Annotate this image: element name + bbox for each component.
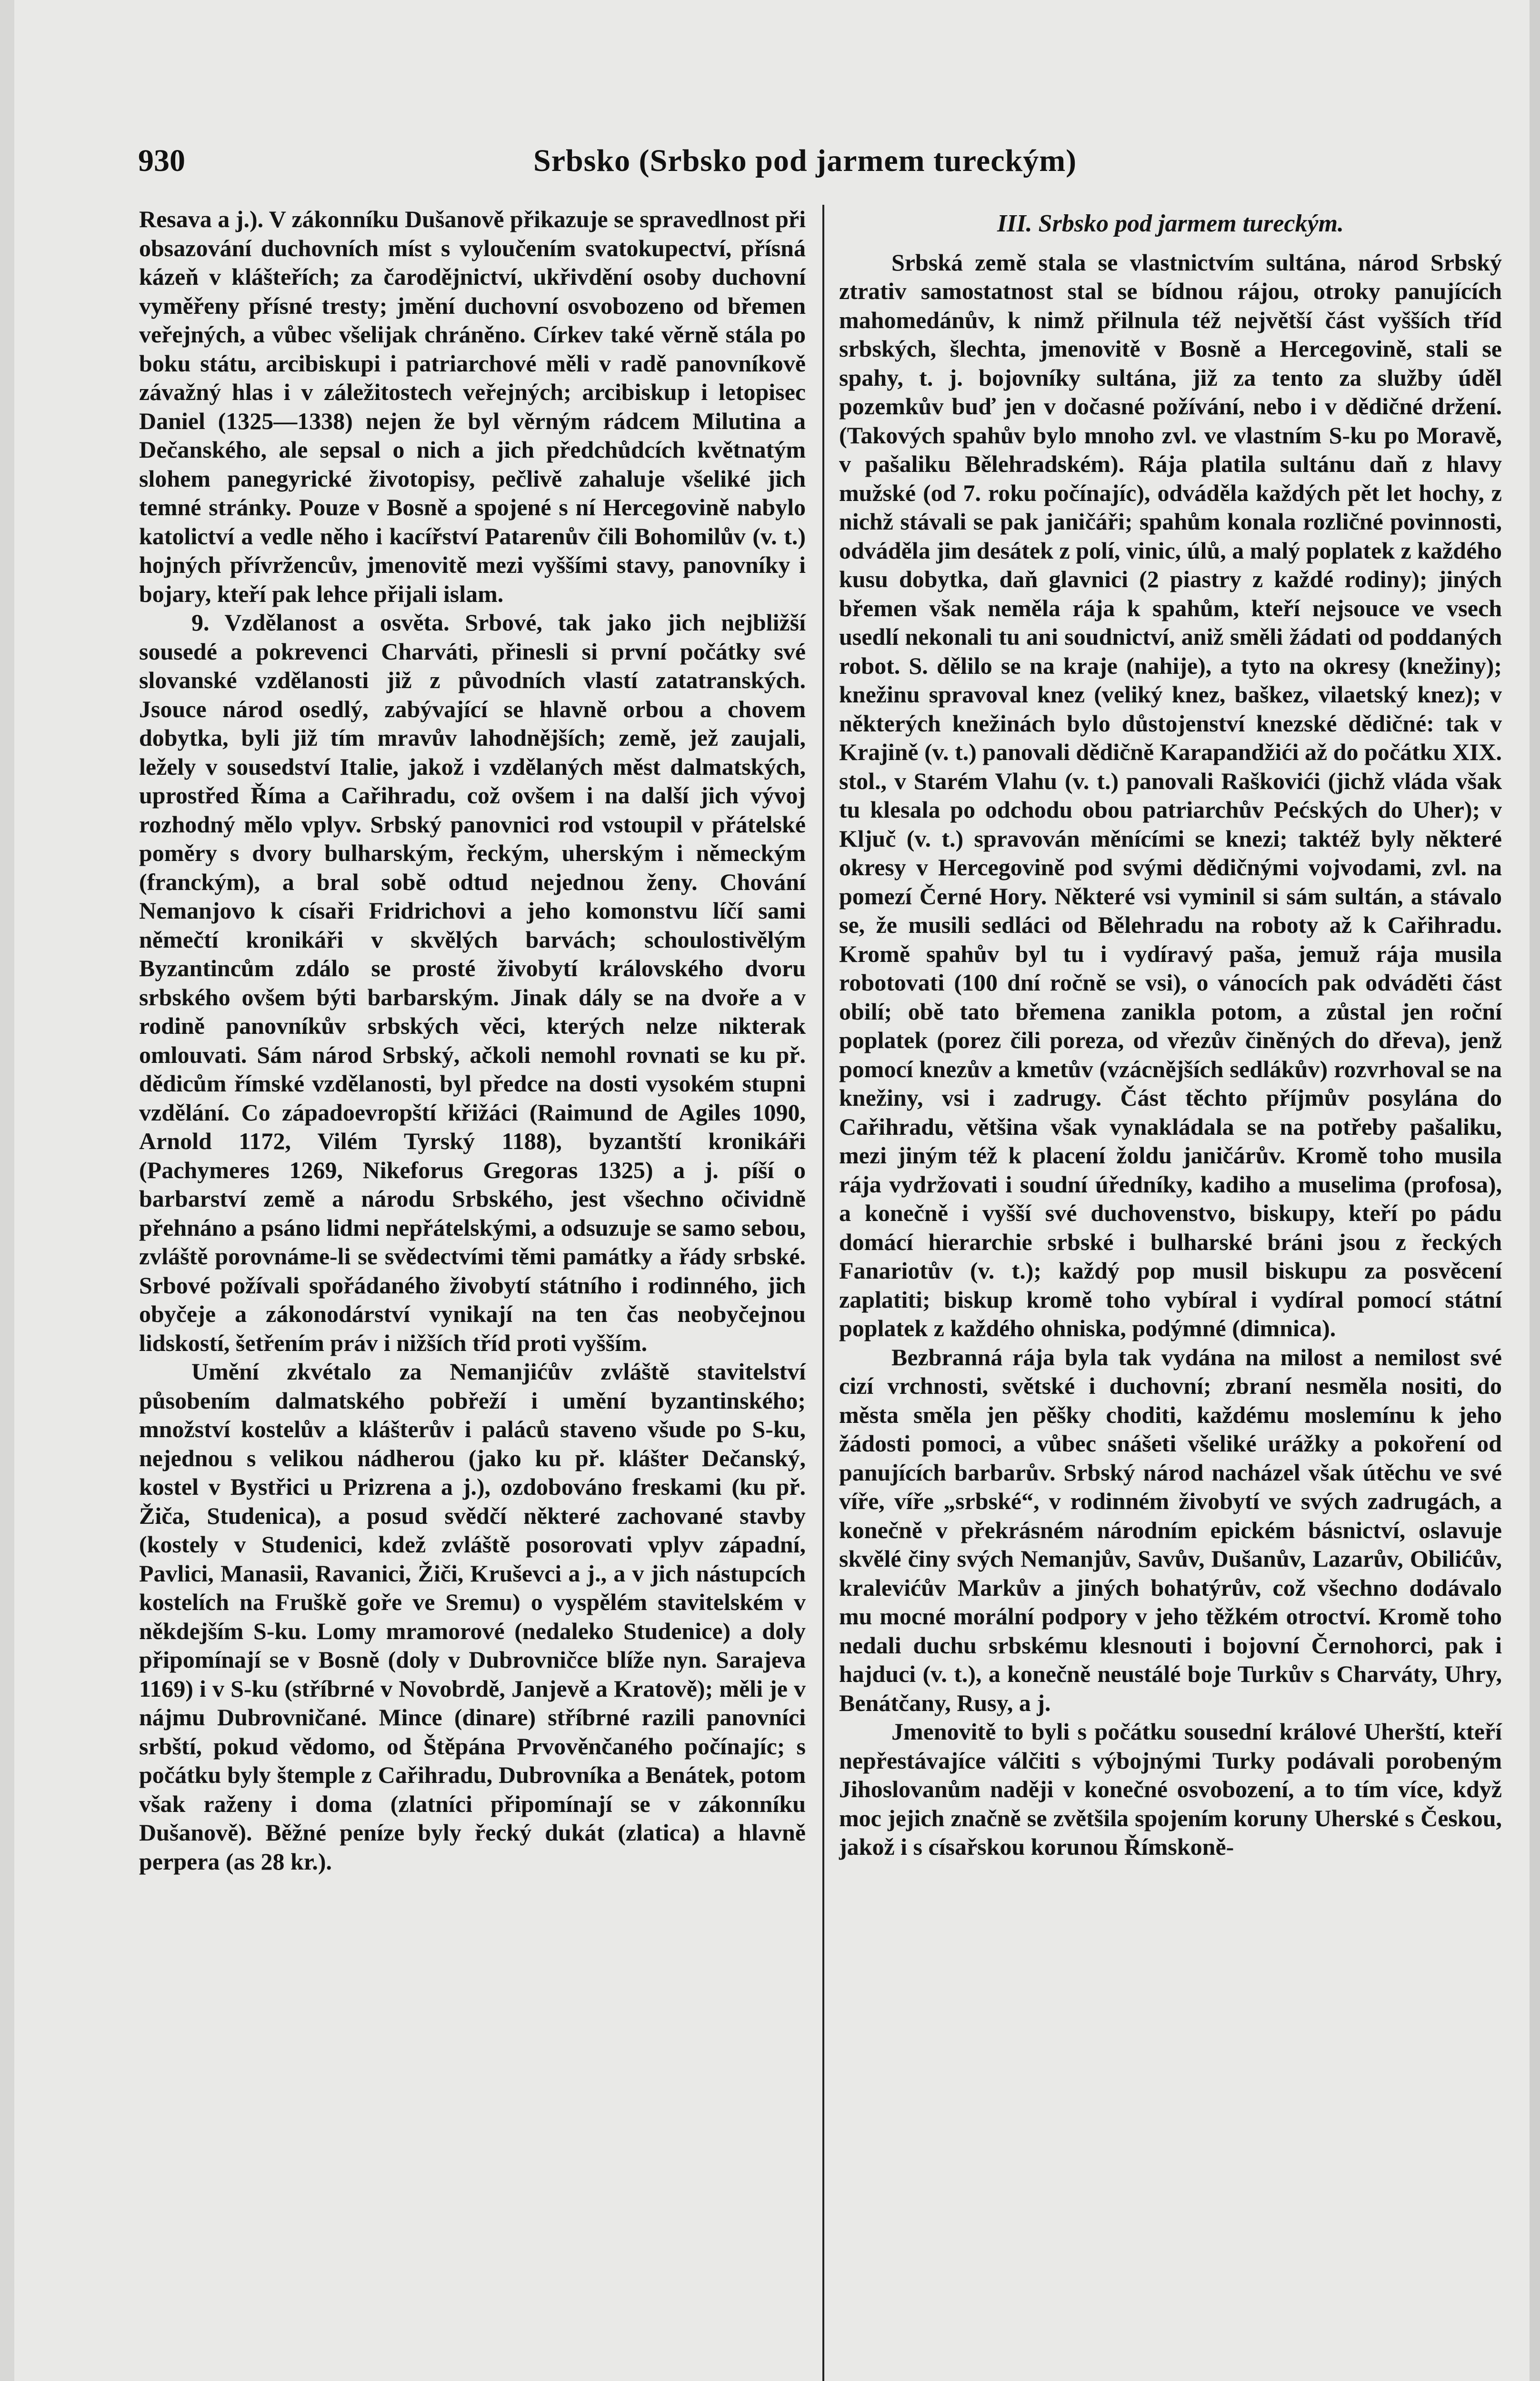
page-edge-right (1530, 0, 1540, 2381)
page-number: 930 (138, 143, 185, 178)
right-paragraph-3: Jmenovitě to byli s počátku sousední králové Uherští, kteří nepřestávajíce válčiti s výbojnými Turky podávali porobeným Jihoslovanům naději v konečné osvobození, a to tím více, když moc jejich značně se zvětšila spojením koruny Uherské s Českou, jakož i s císařskou korunou Římskoně- (839, 1718, 1502, 1860)
section-heading: III. Srbsko pod jarmem tureckým. (997, 210, 1344, 237)
right-column (839, 205, 1502, 2329)
right-paragraph-1: Srbská země stala se vlastnictvím sultána, národ Srbský ztrativ samostatnost stal se bídnou rájou, otroky panujících mahomedánův, k nimž přilnula též největší část vyšších tříd srbských, šlechta, jmenovitě v Bosně a Hercegovině, stali se spahy, t. j. bojovníky sultána, již za tento za služby úděl pozemkův buď jen v dočasné požívání, nebo i v dědičné držení. (Takových spahův bylo mnoho zvl. ve vlastním S-ku po Moravě, v pašaliku Bělehradském). Rája platila sultánu daň z hlavy mužské (od 7. roku počínajíc), odváděla každých pět let hochy, z nichž stávali se pak janičáři; spahům konala rozličné povinnosti, odváděla jim desátek z polí, vinic, úlů, a malý poplatek z každého kusu dobytka, daň glavnici (2 piastry z každé rodiny); jiných břemen však neměla rája k spahům, kteří nejsouce ve vsech usedlí nekonali tu ani soudnictví, aniž směli žádati od poddaných robot. S. dělilo se na kraje (nahije), a tyto na okresy (knežiny); knežinu spravoval knez (veliký knez, baškez, vilaetský knez); v některých knežinách bylo důstojenství knezské dědičné: tak v Krajině (v. t.) panovali dědičně Karapandžići až do počátku XIX. stol., v Starém Vlahu (v. t.) panovali Raškovići (jichž vláda však tu klesala po odchodu obou patriarchův Pećských do Uher); v Ključ (v. t.) spravován měnícími se knezi; taktéž byly některé okresy v Hercegovině pod svými dědičnými vojvodami, zvl. na pomezí Černé Hory. Některé vsi vyminil si sám sultán, a stávalo se, že musili sedláci od Bělehradu na roboty až k Cařihradu. Kromě spahův byl tu i vydíravý paša, jemuž rája musila robotovati (100 dní ročně se vsi), o vánocích pak odváděti část obilí; obě tato břemena zanikla potom, a zůstal jen roční poplatek (porez čili poreza, od vřezův činěných do dřeva), jenž pomocí knezův a kmetův (vzácnějších sedlákův) rozvrhoval se na knežiny, vsi i zadrugy. Část těchto příjmův posylána do Cařihradu, většina však vynakládala se na potřeby pašaliku, mezi jiným též k placení žoldu janičárův. Kromě toho musila rája vydržovati i soudní úředníky, kadiho a muselima (profosa), a konečně i vyšší své duchovenstvo, biskupy, kteří po pádu domácí hierarchie srbské i bulharské bráni jsou z řeckých Fanariotův (v. t.); každý pop musil biskupu za posvěcení zaplatiti; biskup kromě toho vybíral i vydíral pomocí státní poplatek z každého ohniska, podýmné (dimnica). (839, 249, 1502, 1341)
right-paragraph-2: Bezbranná rája byla tak vydána na milost a nemilost své cizí vrchnosti, světské i duchovní; zbraní nesměla nositi, do města směla jen pěšky choditi, každému moslemínu k jeho žádosti pomoci, a vůbec snášeti všeliké urážky a pokoření od panujících barbarův. Srbský národ nacházel však útěchu ve své víře, víře „srbské“, v rodinném živobytí ve svých zadrugách, a konečně v překrásném národním epickém básnictví, oslavuje skvělé činy svých Nemanjův, Savův, Dušanův, Lazarův, Obilićův, kralevićův Markův a jiných bohatýrův, což všechno dodávalo mu mocné morální podpory v jeho těžkém otroctví. Kromě toho nedali duchu srbskému klesnouti i bojovní Černohorci, pak i hajduci (v. t.), a konečně neustálé boje Turkův s Charváty, Uhry, Benátčany, Rusy, a j. (839, 1343, 1502, 1716)
page-header (133, 139, 1429, 191)
left-paragraph-3: Umění zkvétalo za Nemanjićův zvláště stavitelství působením dalmatského pobřeží i umění byzantinského; množství kostelův a klášterův i paláců staveno všude po S-ku, nejednou s velikou nádherou (jako ku př. klášter Dečanský, kostel v Bystřici u Prizrena a j.), ozdobováno freskami (ku př. Žiča, Studenica), a posud svědčí některé zachované stavby (kostely v Studenici, kdež zvláště posorovati vplyv západní, Pavlici, Manasii, Ravanici, Žiči, Kruševci a j., a v jich nástupcích kostelích na Fruškě goře ve Sremu) o vyspělém stavitelském v někdejším S-ku. Lomy mramorové (nedaleko Studenice) a doly připomínají se v Bosně (doly v Dubrovničce blíže nyn. Sarajeva 1169) i v S-ku (stříbrné v Novobrdě, Janjevě a Kratově); měli je v nájmu Dubrovničané. Mince (dinare) stříbrné razili panovníci srbští, pokud vědomo, od Štěpána Prvověnčaného počínajíc; s počátku byly štemple z Cařihradu, Dubrovníka a Benátek, potom však raženy i doma (zlatníci připomínají se v zákonníku Dušanově). Běžné peníze byly řecký dukát (zlatica) a hlavně perpera (as 28 kr.). (139, 1358, 806, 1875)
column-divider (822, 205, 824, 2381)
page-edge-left (0, 0, 14, 2381)
left-paragraph-2: 9. Vzdělanost a osvěta. Srbové, tak jako jich nejbližší sousedé a pokrevenci Charváti, přinesli si první počátky své slovanské vzdělanosti již z původních vlastí zatatranských. Jsouce národ osedlý, zabývající se hlavně orbou a chovem dobytka, byli již tím mravův lahodnějších; země, jež zaujali, ležely v sousedství Italie, jakož i vzdělaných měst dalmatských, uprostřed Říma a Cařihradu, což ovšem i na další jich vývoj rozhodný mělo vplyv. Srbský panovnici rod vstoupil v přátelské poměry s dvory bulharským, řeckým, uherským i německým (franckým), a bral sobě odtud nejednou ženy. Chování Nemanjovo k císaři Fridrichovi a jeho komonstvu líčí sami němečtí kronikáři v skvělých barvách; schoulostivělým Byzantincům zdálo se prosté živobytí královského dvoru srbského ovšem býti barbarským. Jinak dály se na dvoře a v rodině panovníkův srbských věci, kterých nelze nikterak omlouvati. Sám národ Srbský, ačkoli nemohl rovnati se ku př. dědicům římské vzdělanosti, byl předce na dosti vysokém stupni vzdělání. Co západoevropští křižáci (Raimund de Agiles 1090, Arnold 1172, Vilém Tyrský 1188), byzantští kronikáři (Pachymeres 1269, Nikeforus Gregoras 1325) a j. píší o barbarství země a národu Srbského, jest všechno očividně přehnáno a psáno lidmi nepřátelskými, a odsuzuje se samo sebou, zvláště porovnáme-li se svědectvími těmi památky a řády srbské. Srbové požívali spořádaného živobytí státního i rodinného, jich obyčeje a zákonodárství vynikají na ten čas neobyčejnou lidskostí, šetřením práv i nižších tříd proti vyšším. (139, 609, 806, 1356)
left-column (139, 205, 806, 2329)
running-title: Srbsko (Srbsko pod jarmem tureckým) (533, 143, 1077, 178)
left-paragraph-1: Resava a j.). V zákonníku Dušanově přikazuje se spravedlnost při obsazování duchovních míst s vyloučením svatokupectví, přísná kázeň v klášteřích; za čarodějnictví, ukřivdění osoby duchovní vyměřeny přísné tresty; jmění duchovní osvobozeno od břemen veřejných, a vůbec všelijak chráněno. Církev také věrně stála po boku státu, arcibiskupi i patriarchové měli v radě panovníkově závažný hlas i v záležitostech veřejných; arcibiskup i letopisec Daniel (1325—1338) nejen že byl věrným rádcem Milutina a Dečanského, ale sepsal o nich a jich předchůdcích květnatým slohem panegyrické životopisy, pečlivě zahaluje všeliké jich temné stránky. Pouze v Bosně a spojené s ní Hercegovině nabylo katolictví a vedle něho i kacířství Patarenův čili Bohomilův (v. t.) hojných přívržencův, jmenovitě mezi vyššími stavy, panovníky i bojary, kteří pak lehce přijali islam. (139, 206, 806, 607)
